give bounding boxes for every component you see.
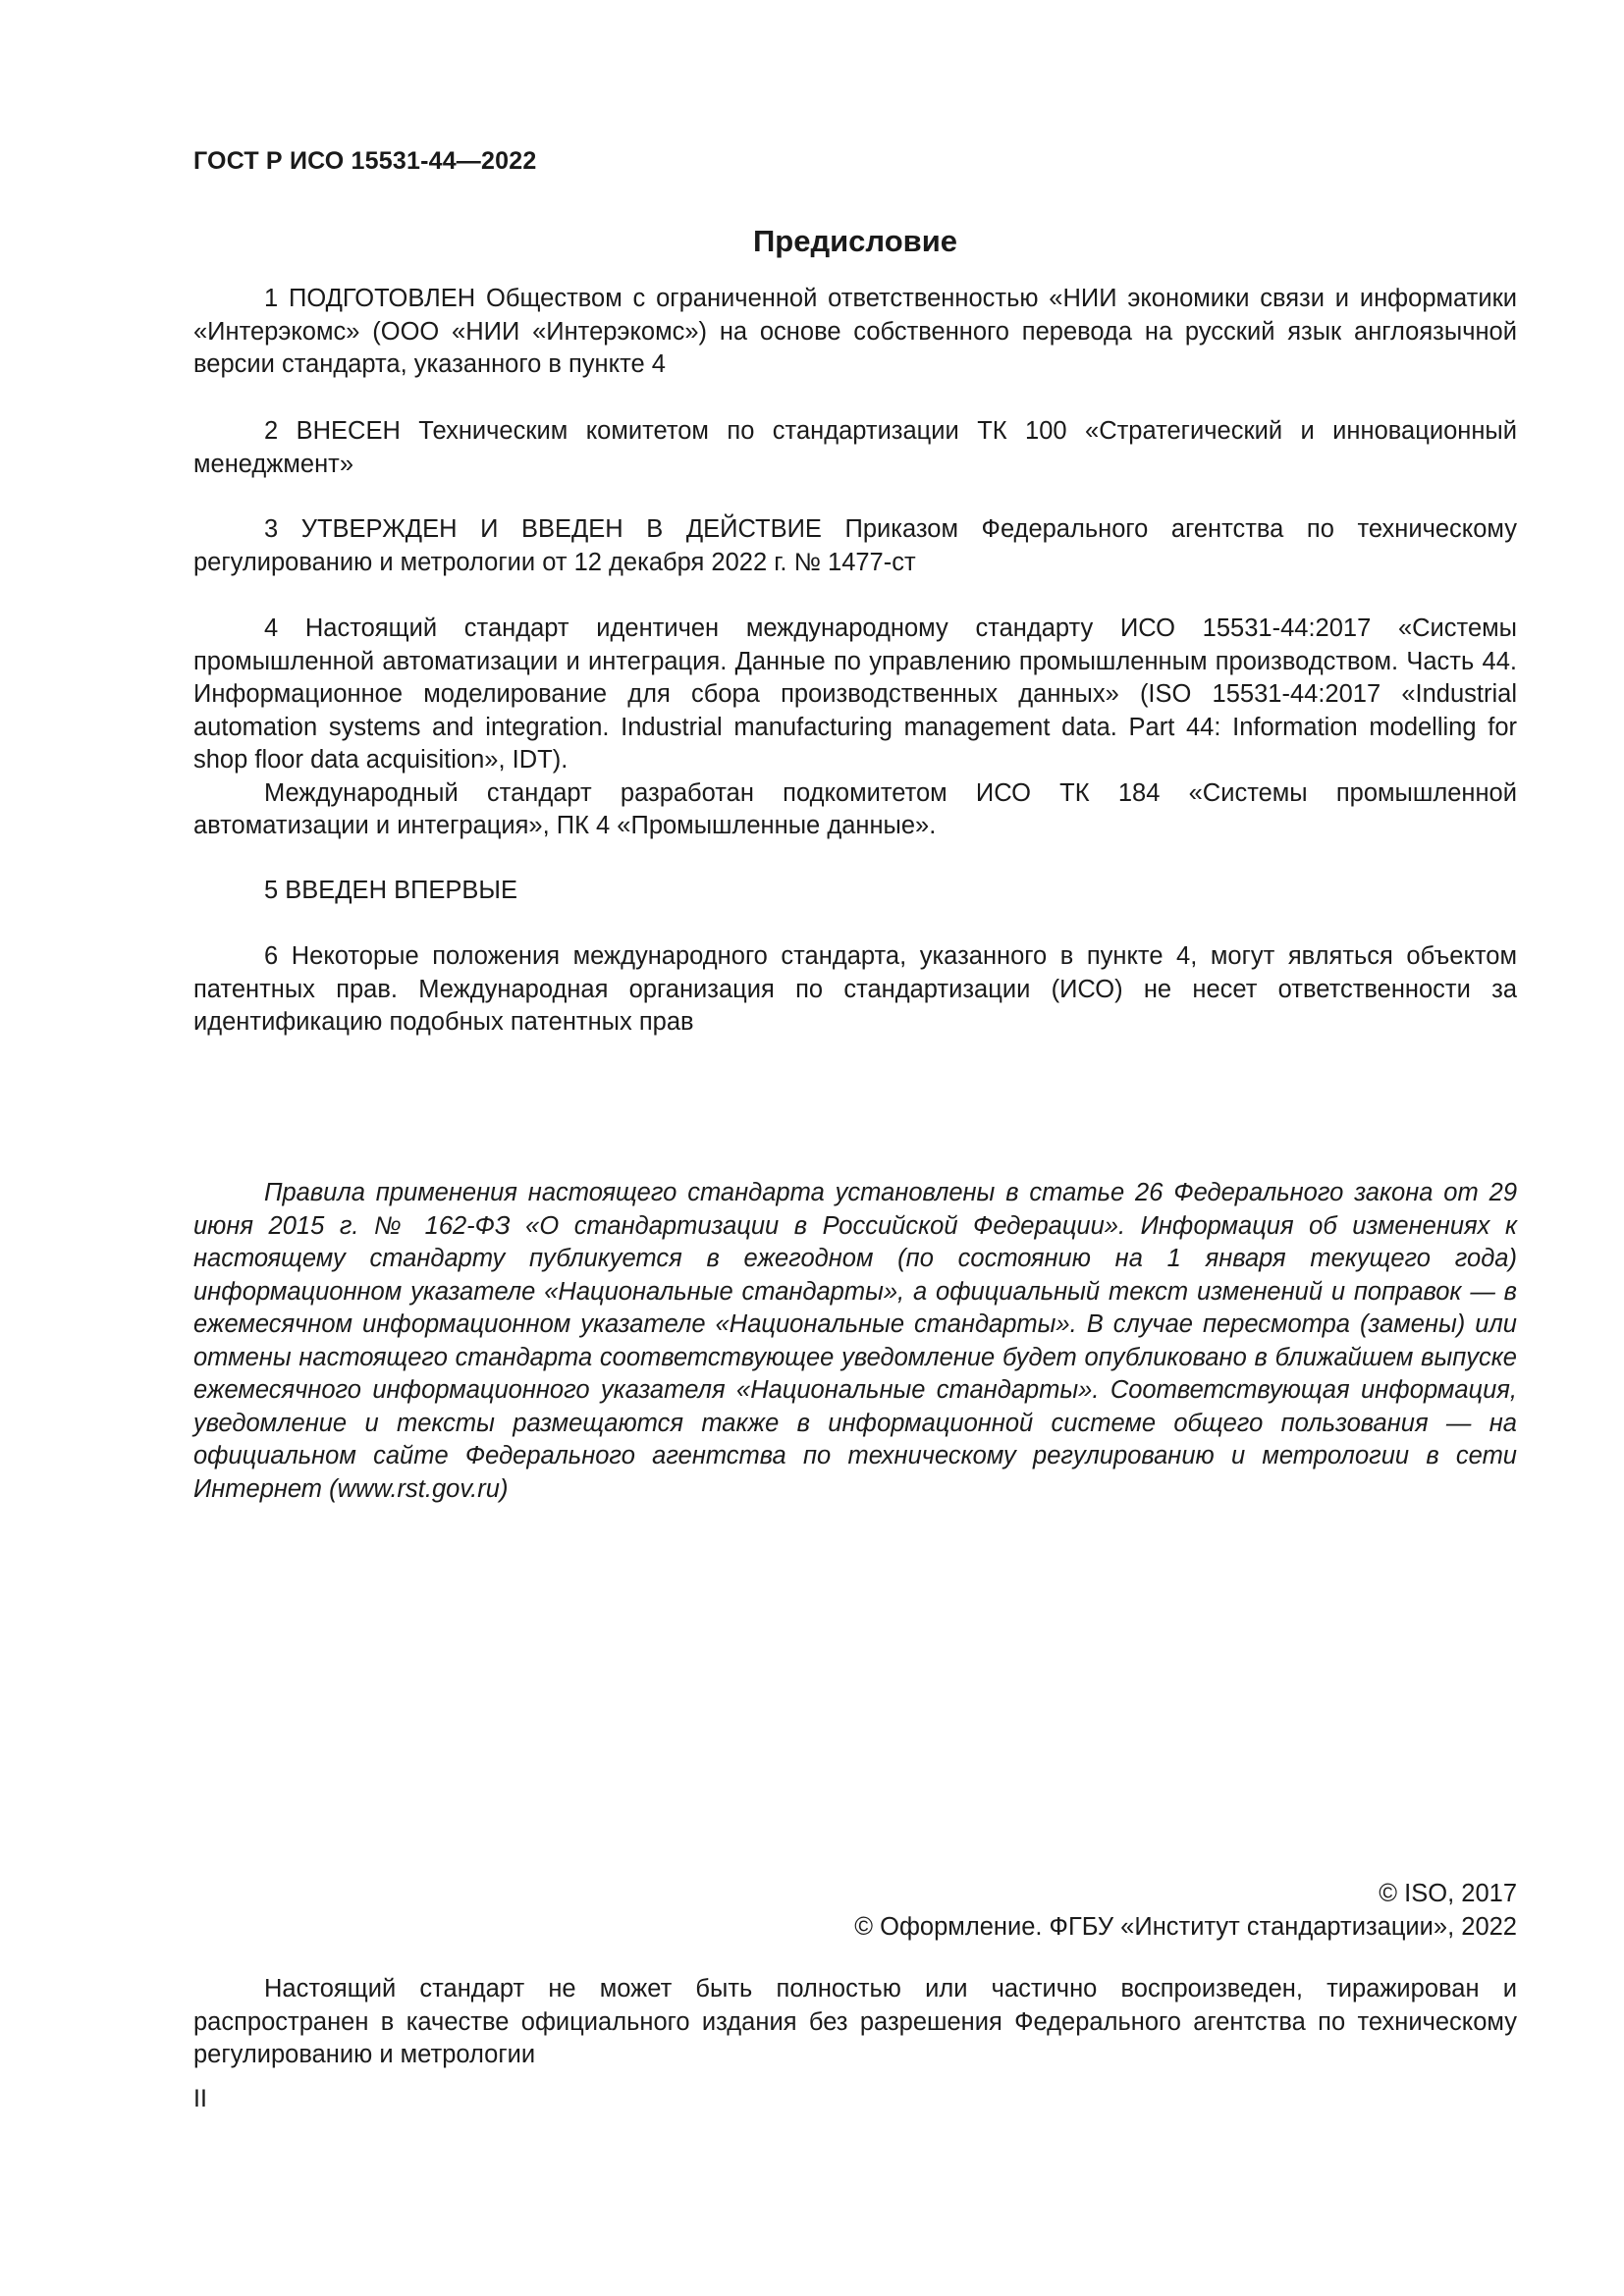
page-title: Предисловие xyxy=(752,224,957,258)
reprint-restriction xyxy=(193,1973,1517,2072)
notice-text: Правила применения настоящего стандарта установлены в статье 26 Федерального закона от 29 июня 2015 г. № 162-ФЗ «О стандартизации в Российской Федерации». Информация об изменениях к настоящему стандарту публикуется в ежегодном (по состоянию на 1 января текущего года) информационном указателе «Национальные стандарты», а официальный текст изменений и поправок — в ежемесячном информационном указателе «Национальные стандарты». В случае пересмотра (замены) или отмены настоящего стандарта соответствующее уведомление будет опубликовано в ближайшем выпуске ежемесячного информационного указателя «Национальные стандарты». Соответствующая информация, уведомление и тексты размещаются также в информационной системе общего пользования — на официальном сайте Федерального агентства по техническому регулированию и метрологии в сети Интернет (www.rst.gov.ru) xyxy=(193,1179,1517,1503)
preface-section-5 xyxy=(193,875,1517,908)
section-2-text: 2 ВНЕСЕН Техническим комитетом по стандартизации ТК 100 «Стратегический и инновационный менеджмент» xyxy=(193,417,1517,478)
preface-section-1 xyxy=(193,283,1517,382)
application-rules-notice xyxy=(193,1177,1517,1506)
copyright-design: © Оформление. ФГБУ «Институт стандартизации», 2022 xyxy=(854,1913,1517,1941)
document-code: ГОСТ Р ИСО 15531-44—2022 xyxy=(193,147,537,175)
section-5-text: 5 ВВЕДЕН ВПЕРВЫЕ xyxy=(264,877,518,904)
preface-section-3 xyxy=(193,513,1517,579)
copyright-iso: © ISO, 2017 xyxy=(1379,1880,1517,1907)
section-3-text: 3 УТВЕРЖДЕН И ВВЕДЕН В ДЕЙСТВИЕ Приказом Федерального агентства по техническому регулированию и метрологии от 12 декабря 2022 г. № 1477-ст xyxy=(193,515,1517,576)
reprint-text: Настоящий стандарт не может быть полностью или частично воспроизведен, тиражирован и распространен в качестве официального издания без разрешения Федерального агентства по техническому регулированию и метрологии xyxy=(193,1975,1517,2068)
section-4-text: 4 Настоящий стандарт идентичен международному стандарту ИСО 15531-44:2017 «Системы промышленной автоматизации и интеграция. Данные по управлению промышленным производством. Часть 44. Информационное моделирование для сбора производственных данных» (ISO 15531-44:2017 «Industrial automation systems and integration. Industrial manufacturing management data. Part 44: Information modelling for shop floor data acquisition», IDT). xyxy=(193,614,1517,774)
copyright-block xyxy=(193,1877,1517,1944)
preface-section-6 xyxy=(193,940,1517,1040)
preface-section-2 xyxy=(193,415,1517,481)
preface-section-4 xyxy=(193,613,1517,843)
section-6-text: 6 Некоторые положения международного стандарта, указанного в пункте 4, могут являться объектом патентных прав. Международная организация по стандартизации (ИСО) не несет ответственности за идентификацию подобных патентных прав xyxy=(193,942,1517,1036)
section-4-extra-text: Международный стандарт разработан подкомитетом ИСО ТК 184 «Системы промышленной автоматизации и интеграция», ПК 4 «Промышленные данные». xyxy=(193,778,1517,839)
section-1-text: 1 ПОДГОТОВЛЕН Обществом с ограниченной ответственностью «НИИ экономики связи и информатики «Интерэкомс» (ООО «НИИ «Интерэкомс») на основе собственного перевода на русский язык англоязычной версии стандарта, указанного в пункте 4 xyxy=(193,285,1517,378)
page-number: II xyxy=(193,2085,207,2112)
